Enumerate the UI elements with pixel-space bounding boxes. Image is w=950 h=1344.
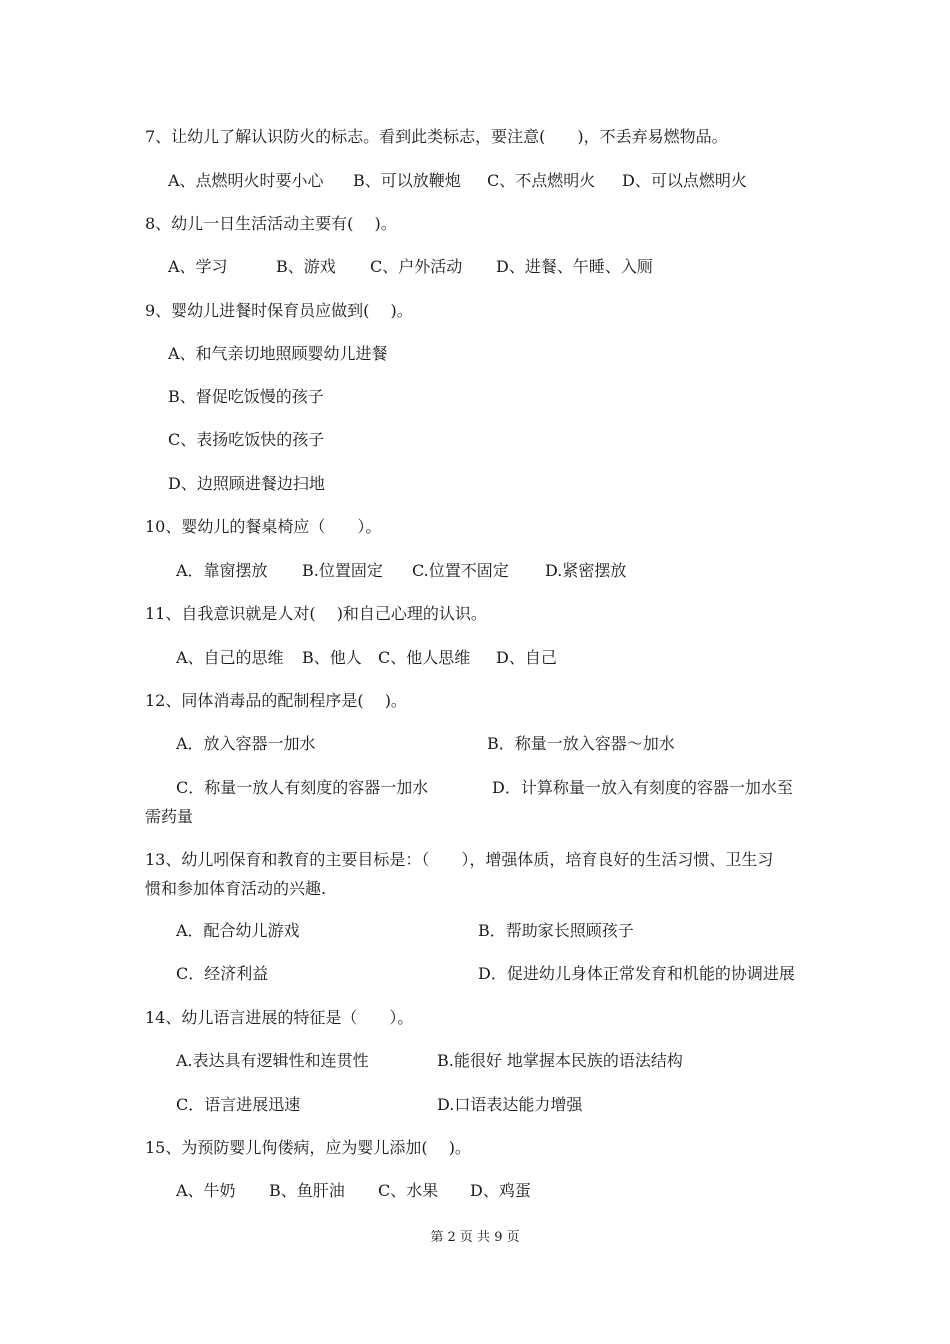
question-7-option-d: D、可以点燃明火 — [622, 171, 747, 190]
question-11-option-d: D、自己 — [496, 648, 557, 667]
question-15-stem: 15、为预防婴儿佝偻病，应为婴儿添加( )。 — [145, 1138, 471, 1157]
question-12-option-d-continued: 需药量 — [145, 807, 194, 826]
page-footer: 第 2 页 共 9 页 — [430, 1230, 520, 1245]
question-10-option-a: A．靠窗摆放 — [176, 561, 268, 580]
question-10-option-d: D.紧密摆放 — [545, 561, 627, 580]
question-8-option-c: C、户外活动 — [370, 257, 463, 276]
question-15-option-b: B、鱼肝油 — [269, 1181, 345, 1200]
question-7-option-c: C、不点燃明火 — [487, 171, 596, 190]
question-7-option-a: A、点燃明火时要小心 — [168, 171, 324, 190]
question-15-option-d: D、鸡蛋 — [470, 1181, 531, 1200]
question-9-option-d: D、边照顾进餐边扫地 — [168, 474, 325, 493]
question-10-stem: 10、婴幼儿的餐桌椅应（ ）。 — [145, 517, 382, 536]
question-10-option-b: B.位置固定 — [302, 561, 383, 580]
question-11-option-b: B、他人 — [302, 648, 362, 667]
question-9-option-a: A、和气亲切地照顾婴幼儿进餐 — [168, 344, 388, 363]
question-14-option-d: D.口语表达能力增强 — [437, 1095, 583, 1114]
question-13-option-b: B．帮助家长照顾孩子 — [478, 921, 634, 940]
question-14-option-c: C．语言进展迅速 — [176, 1095, 301, 1114]
question-7-stem: 7、让幼儿了解认识防火的标志。看到此类标志，要注意( )，不丢弃易燃物品。 — [145, 127, 728, 146]
question-13-option-a: A．配合幼儿游戏 — [176, 921, 300, 940]
question-11-stem: 11、自我意识就是人对( )和自己心理的认识。 — [145, 604, 487, 623]
question-10-option-c: C.位置不固定 — [412, 561, 509, 580]
question-13-option-d: D．促进幼儿身体正常发育和机能的协调进展 — [478, 964, 795, 983]
question-8-option-b: B、游戏 — [276, 257, 336, 276]
question-14-option-b: B.能很好 地掌握本民族的语法结构 — [437, 1051, 683, 1070]
question-12-stem: 12、同体消毒品的配制程序是( )。 — [145, 691, 407, 710]
question-14-option-a: A.表达具有逻辑性和连贯性 — [176, 1051, 369, 1070]
question-7-option-b: B、可以放鞭炮 — [353, 171, 461, 190]
question-8-option-d: D、进餐、午睡、入厕 — [496, 257, 653, 276]
question-9-stem: 9、婴幼儿进餐时保育员应做到( )。 — [145, 301, 413, 320]
question-12-option-d: D．计算称量一放入有刻度的容器一加水至 — [492, 778, 793, 797]
question-12-option-b: B．称量一放入容器～加水 — [487, 734, 675, 753]
question-8-stem: 8、幼儿一日生活活动主要有( )。 — [145, 214, 397, 233]
question-14-stem: 14、幼儿语言进展的特征是（ ）。 — [145, 1008, 414, 1027]
question-11-option-a: A、自己的思维 — [176, 648, 284, 667]
question-13-stem-continued: 惯和参加体育活动的兴趣. — [145, 879, 327, 898]
question-9-option-c: C、表扬吃饭快的孩子 — [168, 430, 325, 449]
question-11-option-c: C、他人思维 — [378, 648, 471, 667]
question-9-option-b: B、督促吃饭慢的孩子 — [168, 387, 324, 406]
question-13-option-c: C．经济利益 — [176, 964, 269, 983]
question-12-option-a: A．放入容器一加水 — [176, 734, 316, 753]
question-12-option-c: C．称量一放人有刻度的容器一加水 — [176, 778, 429, 797]
question-15-option-a: A、牛奶 — [176, 1181, 236, 1200]
question-13-stem: 13、幼儿吲保育和教育的主要目标是：（ ），增强体质，培育良好的生活习惯、卫生习 — [145, 850, 774, 869]
question-8-option-a: A、学习 — [168, 257, 228, 276]
question-15-option-c: C、水果 — [378, 1181, 439, 1200]
